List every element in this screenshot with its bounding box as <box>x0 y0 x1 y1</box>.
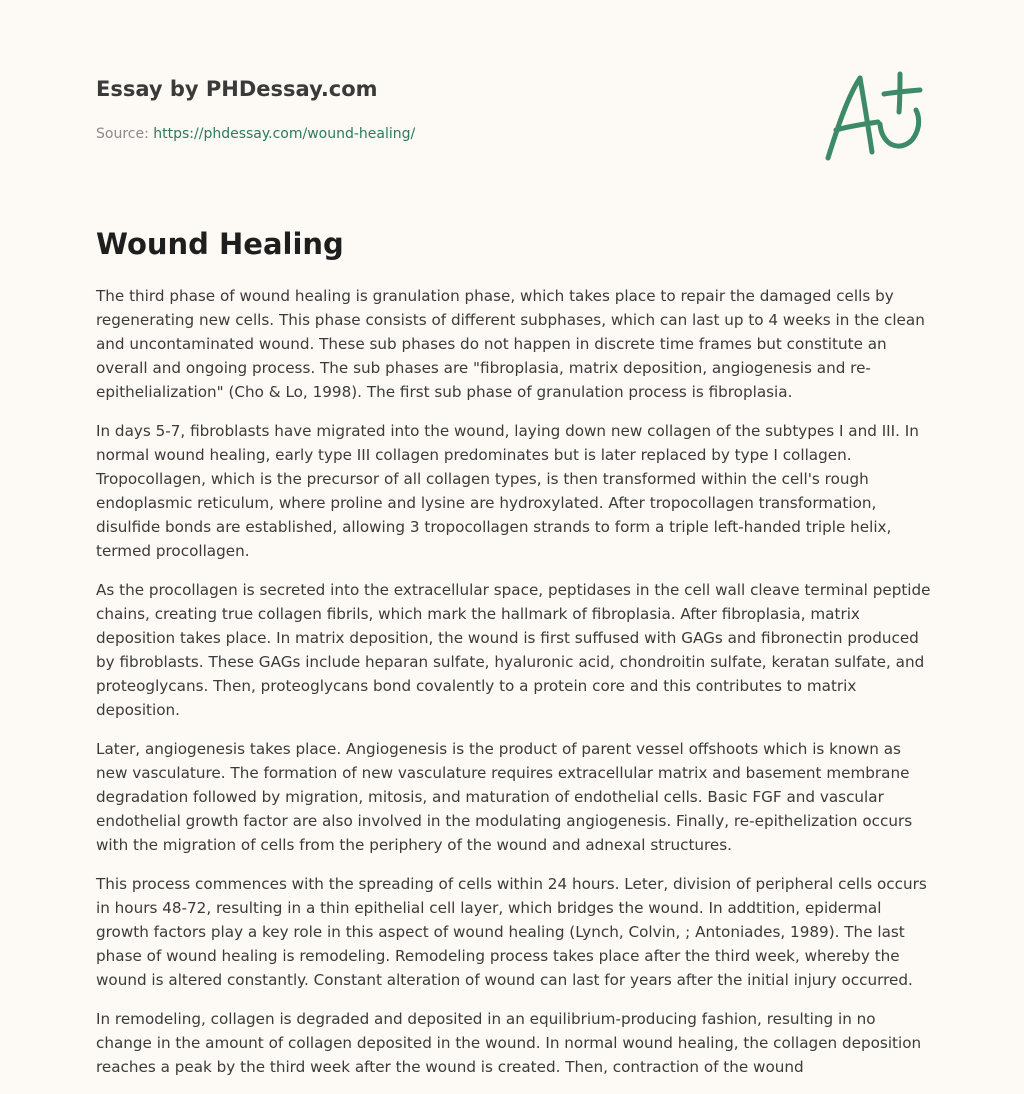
brand-title: Essay by PHDessay.com <box>96 77 378 101</box>
essay-paragraph: As the procollagen is secreted into the extracellular space, peptidases in the cell wall cleave terminal peptide chains, creating true collagen fibrils, which mark the hallmark of fibroplasia. After fibroplasia, matrix deposition takes place. In matrix deposition, the wound is first suffused with GAGs and fibronectin produced by fibroblasts. These GAGs include heparan sulfate, hyaluronic acid, chondroitin sulfate, keratan sulfate, and proteoglycans. Then, proteoglycans bond covalently to a protein core and this contributes to matrix deposition. <box>96 581 931 719</box>
a-plus-logo-icon <box>820 66 930 166</box>
essay-paragraph: In remodeling, collagen is degraded and deposited in an equilibrium-producing fashion, resulting in no change in the amount of collagen deposited in the wound. In normal wound healing, the collagen deposition reaches a peak by the third week after the wound is created. Then, contraction of the wound <box>96 1010 922 1076</box>
essay-paragraph: Later, angiogenesis takes place. Angiogenesis is the product of parent vessel offshoots which is known as new vasculature. The formation of new vasculature requires extracellular matrix and basement membrane degradation followed by migration, mitosis, and maturation of endothelial cells. Basic FGF and vascular endothelial growth factor are also involved in the modulating angiogenesis. Finally, re-epithelization occurs with the migration of cells from the periphery of the wound and adnexal structures. <box>96 740 913 854</box>
essay-paragraph: The third phase of wound healing is granulation phase, which takes place to repair the damaged cells by regenerating new cells. This phase consists of different subphases, which can last up to 4 weeks in the clean and uncontaminated wound. These sub phases do not happen in discrete time frames but constitute an overall and ongoing process. The sub phases are "fibroplasia, matrix deposition, angiogenesis and re-epithelialization" (Cho & Lo, 1998). The first sub phase of granulation process is fibroplasia. <box>96 287 925 401</box>
essay-paragraph: In days 5-7, fibroblasts have migrated into the wound, laying down new collagen of the subtypes I and III. In normal wound healing, early type III collagen predominates but is later replaced by type I collagen. Tropocollagen, which is the precursor of all collagen types, is then transformed within the cell's rough endoplasmic reticulum, where proline and lysine are hydroxylated. After tropocollagen transformation, disulfide bonds are established, allowing 3 tropocollagen strands to form a triple left-handed triple helix, termed procollagen. <box>96 422 919 560</box>
page-header <box>96 74 696 144</box>
essay-body <box>96 284 936 1094</box>
essay-paragraph: This process commences with the spreading of cells within 24 hours. Leter, division of peripheral cells occurs in hours 48-72, resulting in a thin epithelial cell layer, which bridges the wound. In addtition, epidermal growth factors play a key role in this aspect of wound healing (Lynch, Colvin, ; Antoniades, 1989). The last phase of wound healing is remodeling. Remodeling process takes place after the third week, whereby the wound is altered constantly. Constant alteration of wound can last for years after the initial injury occurred. <box>96 875 927 989</box>
source-label: Source: <box>96 126 149 142</box>
source-link[interactable]: https://phdessay.com/wound-healing/ <box>153 126 416 142</box>
essay-title: Wound Healing <box>96 227 344 261</box>
source-line <box>96 124 696 144</box>
